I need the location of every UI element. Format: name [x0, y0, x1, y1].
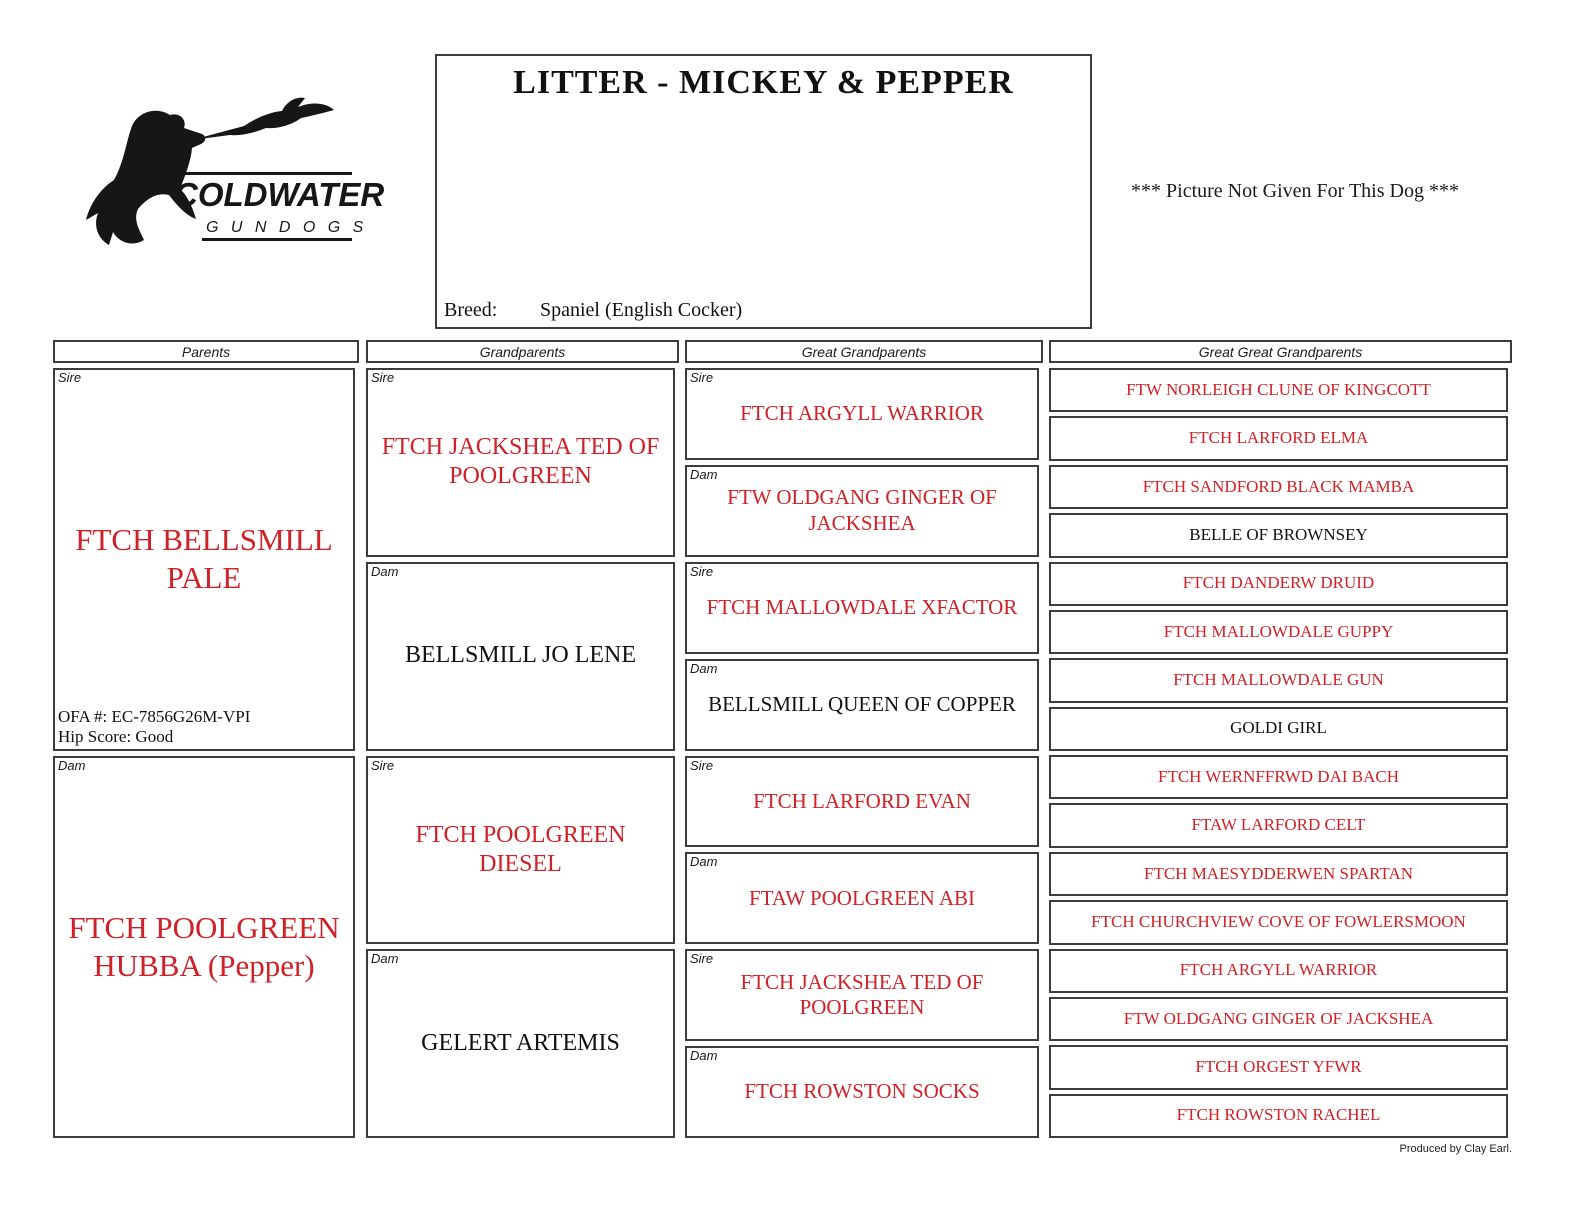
gg-grandparent-cell: [1049, 803, 1508, 847]
grandparent-cell: [366, 756, 675, 945]
role-label: Dam: [690, 1048, 718, 1064]
role-label: Sire: [690, 757, 714, 773]
gg-grandparent-cell: [1049, 368, 1508, 412]
dog-name: GOLDI GIRL: [1230, 718, 1327, 738]
great-grandparent-cell: [685, 1046, 1039, 1138]
dog-name: FTCH CHURCHVIEW COVE OF FOWLERSMOON: [1091, 911, 1466, 931]
role-label: Sire: [371, 757, 395, 773]
produced-by-credit: Produced by Clay Earl.: [1399, 1143, 1512, 1155]
parents-dam-cell: [53, 756, 355, 1139]
dog-name: FTCH WERNFFRWD DAI BACH: [1157, 766, 1400, 786]
dog-name: FTCH LARFORD EVAN: [753, 788, 971, 813]
role-label: Sire: [58, 370, 82, 385]
gg-grandparent-cell: [1049, 1045, 1508, 1089]
gg-grandparent-cell: [1049, 562, 1508, 606]
dog-name: FTCH ARGYLL WARRIOR: [1179, 960, 1378, 980]
dog-name: FTCH JACKSHEA TED OF POOLGREEN: [740, 969, 984, 1020]
great-great-grandparents-column: [1049, 368, 1508, 1138]
dog-name: BELLSMILL QUEEN OF COPPER: [708, 691, 1016, 716]
gg-grandparent-cell: [1049, 852, 1508, 896]
grandparent-cell: [366, 368, 675, 557]
gg-grandparent-cell: [1049, 949, 1508, 993]
role-label: Sire: [690, 563, 714, 579]
dog-name: FTCH LARFORD ELMA: [1188, 428, 1369, 448]
great-grandparent-cell: [685, 949, 1039, 1041]
header-parents: Parents: [53, 340, 359, 363]
dog-name: FTCH ORGEST YFWR: [1195, 1057, 1362, 1077]
role-label: Dam: [690, 660, 718, 676]
great-grandparent-cell: [685, 756, 1039, 848]
role-label: Dam: [371, 563, 399, 579]
dog-name: BELLE OF BROWNSEY: [1189, 524, 1368, 544]
great-grandparent-cell: [685, 465, 1039, 557]
dog-name: FTCH BELLSMILL PALE: [75, 522, 333, 596]
breed-label: Breed:: [444, 299, 498, 321]
pheasant-icon: [192, 98, 334, 140]
role-label: Dam: [690, 854, 718, 870]
gg-grandparent-cell: [1049, 513, 1508, 557]
gg-grandparent-cell: [1049, 900, 1508, 944]
dog-name: FTCH ROWSTON RACHEL: [1176, 1105, 1381, 1125]
dog-name: FTCH MALLOWDALE GUPPY: [1163, 621, 1394, 641]
litter-info-box: [435, 54, 1092, 329]
great-grandparent-cell: [685, 659, 1039, 751]
gg-grandparent-cell: [1049, 997, 1508, 1041]
dog-name: FTCH DANDERW DRUID: [1182, 573, 1375, 593]
role-label: Dam: [371, 951, 399, 967]
hip-score: Hip Score: Good: [58, 727, 174, 747]
dog-name: FTW OLDGANG GINGER OF JACKSHEA: [727, 485, 997, 535]
dog-and-pheasant-logo-graphic: [84, 88, 384, 278]
grandparent-cell: [366, 949, 675, 1138]
coldwater-gundogs-logo: [84, 88, 384, 278]
dog-name: FTCH POOLGREEN HUBBA (Pepper): [68, 909, 340, 983]
header-great-great-grandparents: Great Great Grandparents: [1049, 340, 1512, 363]
dog-name: FTW OLDGANG GINGER OF JACKSHEA: [1123, 1008, 1434, 1028]
logo-rule-bottom: [202, 238, 352, 241]
great-grandparents-column: [685, 368, 1039, 1138]
dog-name: FTCH ROWSTON SOCKS: [744, 1079, 980, 1104]
role-label: Sire: [690, 370, 714, 385]
dog-name: BELLSMILL JO LENE: [404, 642, 637, 669]
grandparent-cell: [366, 562, 675, 751]
gg-grandparent-cell: [1049, 755, 1508, 799]
parents-sire-cell: [53, 368, 355, 751]
dog-name: FTAW LARFORD CELT: [1191, 815, 1366, 835]
gg-grandparent-cell: [1049, 707, 1508, 751]
great-grandparent-cell: [685, 852, 1039, 944]
header-grandparents: Grandparents: [366, 340, 679, 363]
gg-grandparent-cell: [1049, 416, 1508, 460]
great-grandparent-cell: [685, 562, 1039, 654]
dog-name: FTCH ARGYLL WARRIOR: [740, 401, 984, 426]
gg-grandparent-cell: [1049, 610, 1508, 654]
health-details: [58, 707, 250, 748]
dog-name: FTCH MAESYDDERWEN SPARTAN: [1143, 863, 1414, 883]
dog-name: FTCH MALLOWDALE XFACTOR: [706, 594, 1018, 619]
page-title: LITTER - MICKEY & PEPPER: [513, 64, 1014, 101]
dog-name: FTAW POOLGREEN ABI: [748, 885, 976, 910]
gg-grandparent-cell: [1049, 1094, 1508, 1138]
dog-name: GELERT ARTEMIS: [421, 1029, 620, 1056]
dog-name: FTCH MALLOWDALE GUN: [1173, 670, 1384, 690]
ofa-number: OFA #: EC-7856G26M-VPI: [58, 706, 251, 726]
dog-name: FTCH POOLGREEN DIESEL: [415, 821, 626, 877]
role-label: Dam: [690, 466, 718, 482]
breed-value: Spaniel (English Cocker): [540, 299, 743, 321]
gg-grandparent-cell: [1049, 658, 1508, 702]
role-label: Sire: [690, 951, 714, 967]
role-label: Dam: [58, 757, 86, 773]
header-great-grandparents: Great Grandparents: [685, 340, 1043, 363]
dog-name: FTCH JACKSHEA TED OF POOLGREEN: [381, 434, 660, 490]
great-grandparent-cell: [685, 368, 1039, 460]
logo-rule-top: [172, 172, 352, 175]
breed-row: [444, 299, 742, 322]
picture-not-given-note: *** Picture Not Given For This Dog ***: [1131, 180, 1459, 202]
dog-name: FTW NORLEIGH CLUNE OF KINGCOTT: [1126, 379, 1431, 399]
logo-subtitle: G U N D O G S: [206, 219, 368, 236]
dog-name: FTCH SANDFORD BLACK MAMBA: [1142, 476, 1415, 496]
grandparents-column: [366, 368, 675, 1138]
gg-grandparent-cell: [1049, 465, 1508, 509]
parents-column: [53, 368, 355, 1138]
logo-wordmark: COLDWATER: [174, 176, 384, 213]
role-label: Sire: [371, 370, 395, 385]
